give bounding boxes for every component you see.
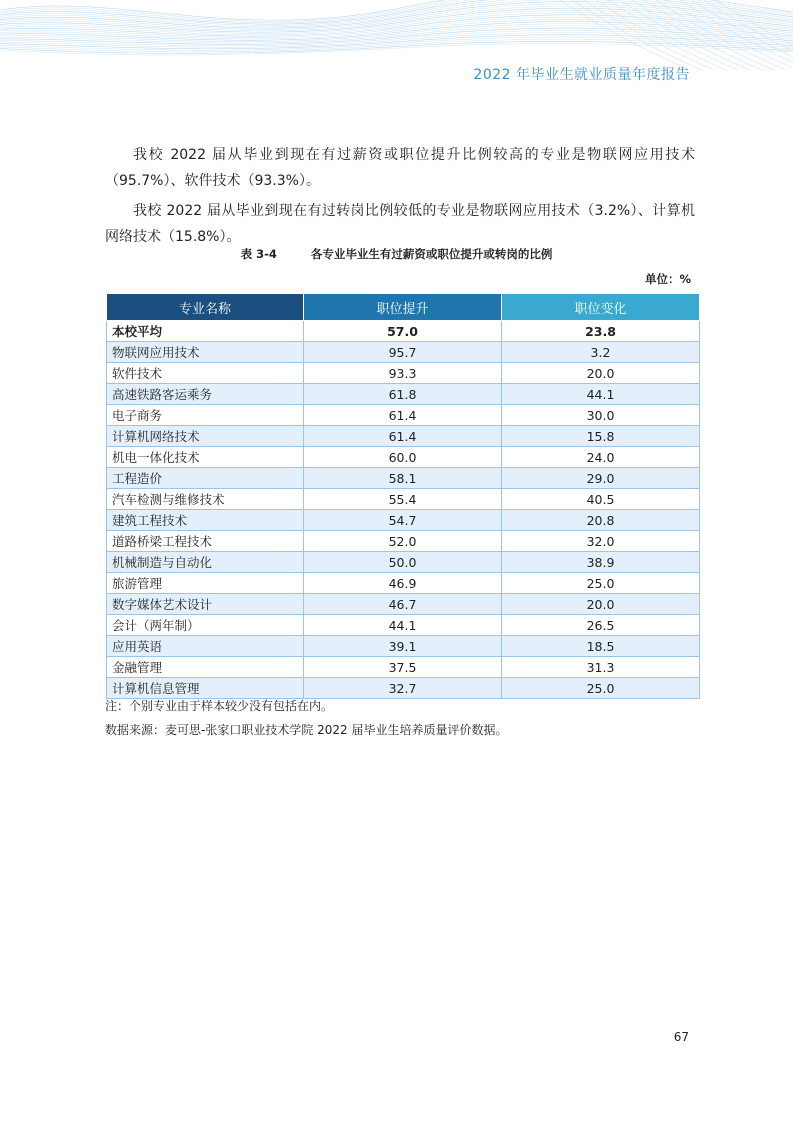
table-row [107,657,700,678]
table-row [107,636,700,657]
table-row [107,489,700,510]
table-row [107,342,700,363]
cell-promotion: 37.5 [304,657,502,678]
table-row [107,552,700,573]
cell-change: 31.3 [502,657,700,678]
cell-change: 24.0 [502,447,700,468]
cell-change: 29.0 [502,468,700,489]
cell-promotion: 32.7 [304,678,502,699]
table-row [107,447,700,468]
cell-major: 工程造价 [107,468,304,489]
table-number: 表 3-4 [240,247,277,261]
cell-change: 23.8 [502,321,700,342]
cell-promotion: 46.7 [304,594,502,615]
cell-change: 30.0 [502,405,700,426]
table-caption [0,246,793,262]
cell-promotion: 46.9 [304,573,502,594]
cell-major: 金融管理 [107,657,304,678]
column-header-promotion: 职位提升 [304,294,502,321]
table-row [107,594,700,615]
cell-promotion: 54.7 [304,510,502,531]
cell-promotion: 55.4 [304,489,502,510]
paragraph-promotion: 我校 2022 届从毕业到现在有过薪资或职位提升比例较高的专业是物联网应用技术（95.7%）、软件技术（93.3%）。 [105,147,695,189]
paragraph-transfer: 我校 2022 届从毕业到现在有过转岗比例较低的专业是物联网应用技术（3.2%）、计算机网络技术（15.8%）。 [105,203,695,245]
page-number: 67 [673,1030,689,1044]
table-row [107,426,700,447]
cell-major: 应用英语 [107,636,304,657]
cell-major: 数字媒体艺术设计 [107,594,304,615]
table-row [107,363,700,384]
table-row [107,468,700,489]
cell-change: 25.0 [502,678,700,699]
table-row [107,384,700,405]
data-source-note: 数据来源：麦可思-张家口职业技术学院 2022 届毕业生培养质量评价数据。 [105,723,508,737]
cell-change: 3.2 [502,342,700,363]
cell-promotion: 52.0 [304,531,502,552]
cell-promotion: 44.1 [304,615,502,636]
cell-major: 汽车检测与维修技术 [107,489,304,510]
cell-major: 计算机网络技术 [107,426,304,447]
cell-promotion: 93.3 [304,363,502,384]
cell-major: 软件技术 [107,363,304,384]
report-header-title: 2022 年毕业生就业质量年度报告 [473,67,690,83]
cell-major: 电子商务 [107,405,304,426]
table-caption-text: 各专业毕业生有过薪资或职位提升或转岗的比例 [310,247,553,261]
table-row [107,405,700,426]
cell-major: 机械制造与自动化 [107,552,304,573]
cell-major: 机电一体化技术 [107,447,304,468]
major-promotion-table [106,293,700,699]
table-row [107,615,700,636]
cell-major: 道路桥梁工程技术 [107,531,304,552]
table-header-row [107,294,700,321]
table-row [107,678,700,699]
cell-major: 本校平均 [107,321,304,342]
cell-change: 38.9 [502,552,700,573]
cell-change: 25.0 [502,573,700,594]
cell-major: 物联网应用技术 [107,342,304,363]
cell-change: 44.1 [502,384,700,405]
table-row [107,573,700,594]
table-footnote: 注：个别专业由于样本较少没有包括在内。 [105,699,334,713]
cell-promotion: 95.7 [304,342,502,363]
cell-change: 20.0 [502,363,700,384]
cell-major: 建筑工程技术 [107,510,304,531]
cell-promotion: 58.1 [304,468,502,489]
cell-promotion: 61.8 [304,384,502,405]
cell-major: 旅游管理 [107,573,304,594]
column-header-major: 专业名称 [107,294,304,321]
wave-line [656,0,786,70]
cell-change: 40.5 [502,489,700,510]
cell-change: 18.5 [502,636,700,657]
cell-change: 20.8 [502,510,700,531]
header-wave-decoration [0,0,793,70]
cell-change: 32.0 [502,531,700,552]
table-unit: 单位：% [644,272,691,286]
cell-change: 15.8 [502,426,700,447]
cell-major: 会计（两年制） [107,615,304,636]
cell-promotion: 61.4 [304,426,502,447]
cell-promotion: 60.0 [304,447,502,468]
cell-major: 计算机信息管理 [107,678,304,699]
table-row [107,531,700,552]
column-header-change: 职位变化 [502,294,700,321]
table-row [107,510,700,531]
table-row-average [107,321,700,342]
cell-promotion: 50.0 [304,552,502,573]
cell-promotion: 39.1 [304,636,502,657]
cell-change: 20.0 [502,594,700,615]
cell-change: 26.5 [502,615,700,636]
cell-promotion: 57.0 [304,321,502,342]
cell-promotion: 61.4 [304,405,502,426]
cell-major: 高速铁路客运乘务 [107,384,304,405]
